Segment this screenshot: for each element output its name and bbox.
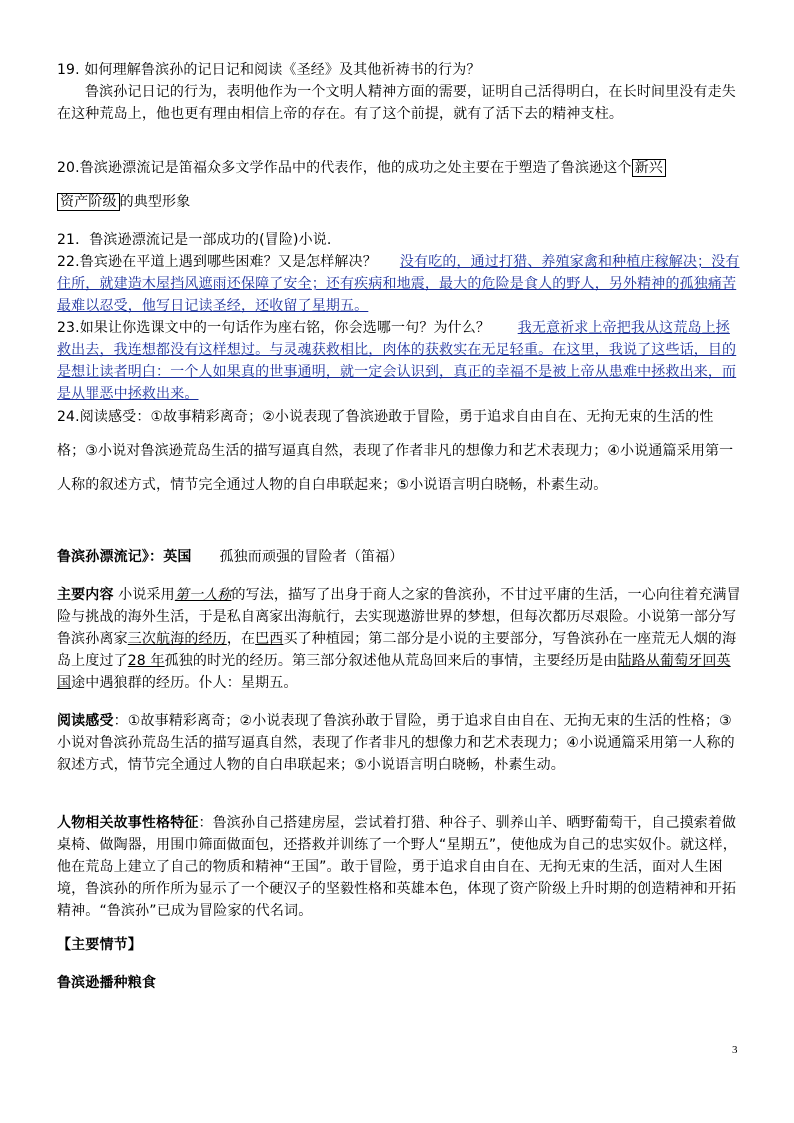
main-content-text-2: 的写法，描写了出身于商人之家的鲁滨孙，不甘过平庸的生活，一心向往着充满冒险与挑战的海外生活，于是私自离家出海航行，去实现遨游世界的梦想，但每次都历尽艰险。小说第一部分写鲁滨孙离家	[57, 587, 741, 647]
route-underlined: 陆路从葡萄牙回英国	[57, 653, 731, 691]
plot-heading: 【主要情节】	[57, 937, 142, 953]
book-header	[57, 546, 741, 568]
q24: 24.阅读感受：①故事精彩离奇；②小说表现了鲁滨逊敢于冒险，勇于追求自由自在、无拘无束的生活的性格；③小说对鲁滨逊荒岛生活的描写逼真自然，表现了作者非凡的想像力和艺术表现力；④小说通篇采用第一人称的叙述方式，情节完全通过人物的自白串联起来；⑤小说语言明白晓畅，朴素生动。	[57, 409, 734, 493]
q23-answer: 我无意祈求上帝把我从这荒岛上拯救出去，我连想都没有这样想过。与灵魂获救相比，肉体的获救实在无足轻重。在这里，我说了这些话，目的是想让读者明白：一个人如果真的世事通明，就一定会认识到，真正的幸福不是被上帝从患难中拯救出来，而是从罪恶中拯救出来。	[57, 320, 737, 402]
three-voyages-underlined: 三次航海的经历	[127, 631, 227, 647]
main-content-text-5: 孤独的时光的经历。第三部分叙述他从荒岛回来后的事情，主要经历是由	[164, 653, 618, 669]
q22-answer: 没有吃的，通过打猎、养殖家禽和种植庄稼解决；没有住所，就建造木屋挡风遮雨还保障了安全；还有疾病和地震，最大的危险是食人的野人，另外精神的孤独痛苦最难以忍受，他写日记读圣经，还收留了星期五。	[57, 254, 740, 314]
q22-question: 22.鲁宾逊在平道上遇到哪些困难？又是怎样解决？	[57, 254, 377, 270]
main-content-text-6: 途中遇狼群的经历。仆人：星期五。	[71, 675, 298, 691]
main-content-text-1: 小说采用	[118, 587, 175, 603]
page-number: 3	[732, 1044, 738, 1056]
q20-boxed-bourgeoisie: 资产阶级	[57, 193, 120, 211]
book-title: 鲁滨孙漂流记》：英国	[57, 549, 192, 565]
sub-heading: 鲁滨逊播种粮食	[57, 975, 157, 991]
q20-text-after: 的典型形象	[119, 194, 191, 210]
years-underlined: 28 年	[127, 653, 165, 669]
q23-question: 23.如果让你选课文中的一句话作为座右铭，你会选哪一句？为什么？	[57, 320, 491, 336]
main-content-text-4: 买了种植园；第二部分是小说的主要部分，写鲁滨孙在一座荒无人烟的海岛上度过了	[57, 631, 737, 669]
main-content-label: 主要内容	[57, 587, 114, 603]
main-content-text-3: ，在	[226, 631, 256, 647]
character-label: 人物相关故事性格特征	[57, 815, 199, 831]
brazil-underlined: 巴西	[255, 631, 284, 647]
book-description: 孤独而顽强的冒险者（笛福）	[219, 549, 404, 565]
reading-label: 阅读感受	[57, 713, 114, 729]
q19-answer: 鲁滨孙记日记的行为，表明他作为一个文明人精神方面的需要，证明自己活得明白，在长时间里没有走失在这种荒岛上，他也更有理由相信上帝的存在。有了这个前提，就有了活下去的精神支柱。	[57, 84, 736, 122]
main-content	[57, 584, 741, 694]
q19-question: 19. 如何理解鲁滨孙的记日记和阅读《圣经》及其他祈祷书的行为？	[57, 62, 481, 78]
character-traits	[57, 812, 741, 922]
reading-feelings	[57, 710, 741, 776]
character-text: ：鲁滨孙自己搭建房屋，尝试着打猎、种谷子、驯养山羊、晒野葡萄干，自己摸索着做桌椅、做陶器，用围巾筛面做面包，还搭救并训练了一个野人“星期五”，使他成为自己的忠实奴仆。就这样，他在荒岛上建立了自己的物质和精神“王国”。敢于冒险，勇于追求自由自在、无拘无束的生活，面对人生困境，鲁滨孙的所作所为显示了一个硬汉子的坚毅性格和英雄本色，体现了资产阶级上升时期的创造精神和开拓精神。“鲁滨孙”已成为冒险家的代名词。	[57, 815, 737, 919]
q23	[57, 317, 741, 405]
q20	[57, 151, 741, 219]
reading-text: ：①故事精彩离奇；②小说表现了鲁滨孙敢于冒险，勇于追求自由自在、无拘无束的生活的性格；③小说对鲁滨孙荒岛生活的描写逼真自然，表现了作者非凡的想像力和艺术表现力；④小说通篇采用第一人称的叙述方式，情节完全通过人物的自白串联起来；⑤小说语言明白晓畅，朴素生动。	[57, 713, 735, 773]
q20-boxed-emerging: 新兴	[632, 159, 666, 177]
q21: 21．鲁滨逊漂流记是一部成功的(冒险)小说.	[57, 232, 332, 248]
first-person-underlined: 第一人称	[174, 587, 232, 603]
q22	[57, 251, 741, 317]
q20-text-before: 20.鲁滨逊漂流记是笛福众多文学作品中的代表作，他的成功之处主要在于塑造了鲁滨逊这个	[57, 160, 632, 176]
